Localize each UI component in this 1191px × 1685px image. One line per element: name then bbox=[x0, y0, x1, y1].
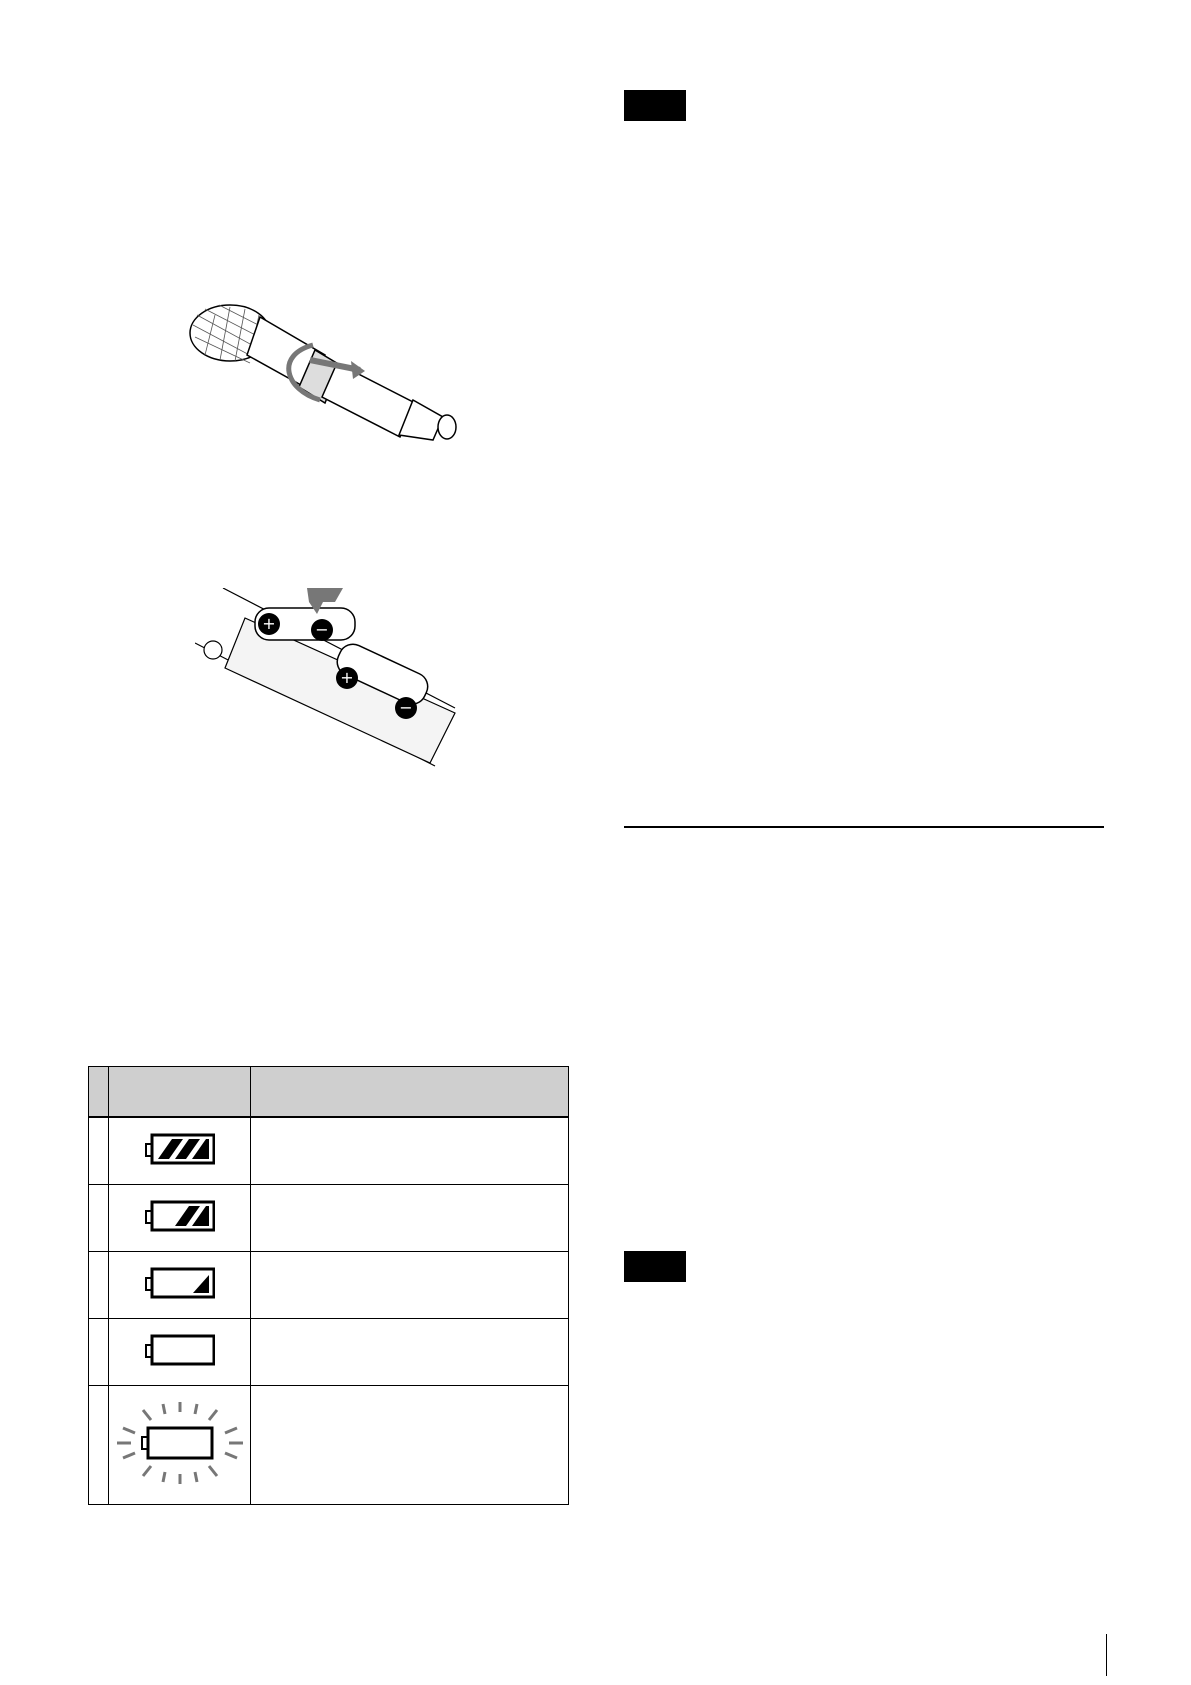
table-row bbox=[89, 1251, 569, 1318]
battery-full-icon bbox=[145, 1133, 215, 1165]
table-row bbox=[89, 1385, 569, 1504]
svg-text:−: − bbox=[315, 620, 329, 639]
battery-one-third-icon bbox=[145, 1267, 215, 1299]
svg-text:+: + bbox=[340, 668, 354, 687]
row-index bbox=[89, 1385, 109, 1504]
row-index bbox=[89, 1184, 109, 1251]
battery-empty-icon bbox=[145, 1334, 215, 1366]
table-row bbox=[89, 1318, 569, 1385]
row-description bbox=[251, 1385, 569, 1504]
row-index bbox=[89, 1318, 109, 1385]
row-description bbox=[251, 1318, 569, 1385]
battery-empty-blinking-icon bbox=[115, 1400, 245, 1486]
row-description bbox=[251, 1117, 569, 1184]
section-divider bbox=[624, 826, 1104, 828]
note-label bbox=[624, 1251, 686, 1282]
svg-text:+: + bbox=[262, 614, 276, 633]
svg-text:−: − bbox=[399, 698, 413, 717]
row-index bbox=[89, 1251, 109, 1318]
table-row bbox=[89, 1184, 569, 1251]
note-label bbox=[624, 90, 686, 121]
row-index bbox=[89, 1117, 109, 1184]
battery-indicator-table bbox=[88, 1066, 569, 1505]
page-edge-mark bbox=[1106, 1634, 1107, 1676]
header-description bbox=[251, 1067, 569, 1118]
row-description bbox=[251, 1251, 569, 1318]
battery-two-thirds-icon bbox=[145, 1200, 215, 1232]
row-description bbox=[251, 1184, 569, 1251]
battery-insertion-illustration bbox=[195, 588, 465, 768]
microphone-unscrew-illustration bbox=[175, 295, 475, 470]
table-row bbox=[89, 1117, 569, 1184]
header-indicator bbox=[109, 1067, 251, 1118]
table-header-row bbox=[89, 1067, 569, 1118]
header-index bbox=[89, 1067, 109, 1118]
